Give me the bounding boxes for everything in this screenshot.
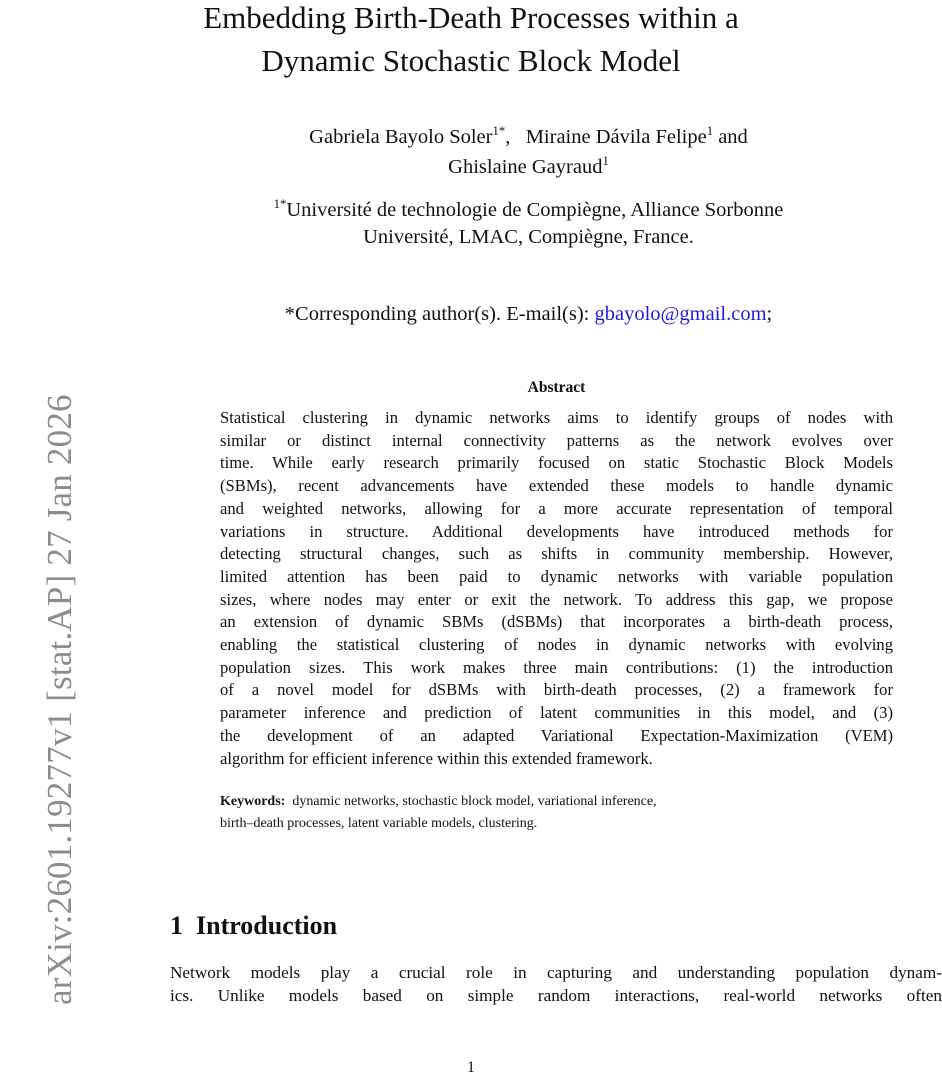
abstract-line: algorithm for efficient inference within this extended framework. (220, 748, 653, 768)
and-text: and (718, 125, 748, 148)
affiliation-line-2: Université, LMAC, Compiègne, France. (363, 226, 694, 248)
keywords-text-1: dynamic networks, stochastic block model, variational inference, (292, 794, 657, 809)
abstract-line: sizes, where nodes may enter or exit the network. To address this gap, we propose (220, 589, 893, 609)
abstract-line: variations in structure. Additional developments have introduced methods for (220, 521, 893, 541)
abstract-line: Statistical clustering in dynamic networks aims to identify groups of nodes with (220, 408, 893, 427)
email-link[interactable]: gbayolo@gmail.com (594, 303, 767, 325)
paragraph-line: Network models play a crucial role in capturing and understanding population dynam- (170, 963, 942, 982)
abstract-line: time. While early research primarily focused on static Stochastic Block Models (220, 453, 893, 473)
section-number: 1 (170, 911, 183, 940)
affiliation-marker: 1* (273, 197, 287, 211)
author-2: Miraine Dávila Felipe (525, 125, 707, 148)
author-1-affil: 1* (492, 124, 506, 138)
keywords-line-1 (220, 794, 657, 810)
title-line-2: Dynamic Stochastic Block Model (261, 43, 681, 78)
arxiv-sidebar-stamp: arXiv:2601.19277v1 [stat.AP] 27 Jan 2026 (40, 394, 79, 1005)
abstract-line: parameter inference and prediction of latent communities in this model, and (3) (220, 703, 893, 723)
abstract-line: of a novel model for dSBMs with birth-death processes, (2) a framework for (220, 680, 893, 700)
author-3-affil: 1 (602, 154, 609, 168)
abstract-heading: Abstract (527, 379, 586, 396)
abstract-line: (SBMs), recent advancements have extended these models to handle dynamic (220, 476, 893, 496)
abstract-line: similar or distinct internal connectivity patterns as the network evolves over (220, 430, 893, 450)
abstract-line: population sizes. This work makes three main contributions: (1) the introduction (220, 657, 893, 677)
abstract-line: detecting structural changes, such as shifts in community membership. However, (220, 544, 893, 564)
corresponding-label: *Corresponding author(s). E-mail(s): (284, 303, 595, 325)
authors-line-1: Gabriela Bayolo Soler$^{1*}$, Miraine Dávila Felipe$^1$ and (309, 124, 748, 148)
abstract-line: and weighted networks, allowing for a more accurate representation of temporal (220, 498, 893, 518)
keywords-label: Keywords: (220, 794, 286, 809)
author-1: Gabriela Bayolo Soler (309, 125, 493, 148)
abstract-line: an extension of dynamic SBMs (dSBMs) that incorporates a birth-death process, (220, 612, 893, 632)
corresponding-suffix: ; (766, 303, 773, 325)
abstract-line: enabling the statistical clustering of nodes in dynamic networks with evolving (220, 635, 893, 654)
keywords-line-2: birth–death processes, latent variable models, clustering. (220, 816, 538, 831)
abstract-line: limited attention has been paid to dynamic networks with variable population (220, 566, 893, 586)
paragraph-line: ics. Unlike models based on simple random interactions, real-world networks often (170, 986, 942, 1005)
abstract-line: the development of an adapted Variational Expectation-Maximization (VEM) (220, 725, 893, 745)
author-2-affil: 1 (706, 124, 714, 138)
title-line-1: Embedding Birth-Death Processes within a (203, 0, 739, 35)
affiliation-line-1 (115, 197, 942, 222)
section-heading-introduction (170, 911, 337, 941)
affiliation-text-1: Université de technologie de Compiègne, Alliance Sorbonne (286, 198, 784, 221)
authors-line-2 (115, 154, 942, 179)
author-3: Ghislaine Gayraud (448, 155, 603, 178)
corresponding-author (115, 303, 942, 326)
section-title: Introduction (196, 911, 338, 940)
page-number: 1 (467, 1059, 475, 1076)
